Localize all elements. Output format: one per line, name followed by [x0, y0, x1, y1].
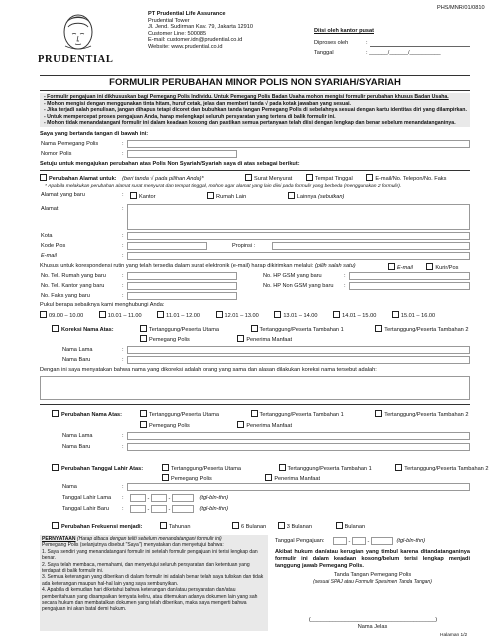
- dob-name-input[interactable]: [127, 483, 470, 491]
- nc-main-insured-label: Tertanggung/Peserta Utama: [149, 327, 219, 333]
- nc-additional-1-checkbox[interactable]: [251, 325, 258, 332]
- title-top-rule: [40, 75, 470, 76]
- fax-label: No. Faks yang baru: [41, 293, 90, 299]
- correspondence-note: Khusus untuk korespondensi rutin yang telah tersedia dalam surat elektronik (e-mail) harap dikirimkan melalui: (pilih salah satu): [40, 263, 356, 269]
- hour-slot-4-checkbox[interactable]: [216, 311, 223, 318]
- name-correction-heading: Koreksi Nama Atas:: [61, 327, 114, 333]
- zip-label: Kode Pos: [41, 243, 66, 249]
- target-mail-checkbox[interactable]: [245, 174, 252, 181]
- hour-slot-3-checkbox[interactable]: [157, 311, 164, 318]
- hour-slot-5-checkbox[interactable]: [274, 311, 281, 318]
- hour-slot-6-checkbox[interactable]: [333, 311, 340, 318]
- type-other-checkbox[interactable]: [288, 192, 295, 199]
- freq-quarterly-label: 3 Bulanan: [286, 524, 312, 530]
- ch-main-insured-label: Tertanggung/Peserta Utama: [149, 412, 219, 418]
- city-label: Kota: [41, 233, 53, 239]
- ch-additional-1-label: Tertanggung/Peserta Tambahan 1: [259, 412, 344, 418]
- company-email: E-mail: customer.idn@prudential.co.id: [148, 37, 243, 44]
- nc-policyholder-checkbox[interactable]: [140, 335, 147, 342]
- freq-semiannual-checkbox[interactable]: [232, 522, 239, 529]
- freq-quarterly-checkbox[interactable]: [278, 522, 285, 529]
- office-received-line: [370, 46, 470, 47]
- province-input[interactable]: [272, 242, 470, 250]
- freq-annual-label: Tahunan: [169, 524, 191, 530]
- ch-additional-2-label: Tertanggung/Peserta Tambahan 2: [384, 412, 469, 418]
- instructions-box: [40, 93, 470, 127]
- address-change-checkbox[interactable]: [40, 174, 47, 181]
- hour-slot-1-checkbox[interactable]: [40, 311, 47, 318]
- nc-old-name-input[interactable]: [127, 346, 470, 354]
- dob-change-heading: Perubahan Tanggal Lahir Atas:: [61, 466, 144, 472]
- policy-number-label: Nomor Polis: [41, 151, 72, 157]
- instruction-4: - Untuk mempercepat proses pengajuan Anda, harap melengkapi seluruh persyaratan yang tertera di balik formulir ini.: [44, 113, 336, 120]
- nc-reason-input[interactable]: [40, 376, 470, 400]
- statement-point-2: 2. Saya telah membaca, memahami, dan menyetujui seluruh persyaratan dan ketentuan yang terdapat di balik formulir ini.: [42, 561, 250, 575]
- hour-slot-5-label: 13.01 – 14.00: [283, 313, 318, 319]
- dob-main-insured-label: Tertanggung/Peserta Utama: [171, 466, 241, 472]
- nc-main-insured-checkbox[interactable]: [140, 325, 147, 332]
- type-office-label: Kantor: [139, 194, 156, 200]
- company-website: Website: www.prudential.co.id: [148, 43, 223, 50]
- statement-box: [40, 535, 268, 631]
- submission-date-input[interactable]: - - (tgl-bln-thn): [333, 537, 425, 545]
- statement-point-4: 4. Apabila di kemudian hari diketahui bahwa keterangan dan/atau persyaratan dan/atau pemberitahuan yang disampaikan ternyata keliru, atau ditemukan adanya dokumen lain yang sah secara hukum dan membatalkan dokumen yang telah diberikan, maka saya mengerti bahwa pengajuan ini akan batal demi hukum.: [42, 587, 258, 613]
- address-label: Alamat: [41, 206, 59, 212]
- signature-hint: (sesuai SPAJ atau Formulir Spesimen Tanda Tangan): [313, 579, 432, 585]
- dob-additional-2-checkbox[interactable]: [395, 464, 402, 471]
- customer-line: Customer Line: 500085: [148, 30, 207, 37]
- email-label: E-mail: [41, 253, 57, 259]
- signature-label: Tanda Tangan Pemegang Polis: [333, 572, 412, 578]
- statement-heading-note: (Harap dibaca dengan teliti sebelum menandatangani formulir ini): [76, 536, 222, 542]
- ch-additional-1-checkbox[interactable]: [251, 410, 258, 417]
- hour-slot-2-checkbox[interactable]: [99, 311, 106, 318]
- address-section-rule: [40, 170, 470, 171]
- dob-additional-1-label: Tertanggung/Peserta Tambahan 1: [287, 466, 372, 472]
- target-contact-label: E-mail/No. Telepon/No. Faks: [375, 176, 447, 182]
- ch-beneficiary-label: Penerima Manfaat: [246, 423, 293, 429]
- title-bottom-rule: [40, 90, 470, 91]
- ch-main-insured-checkbox[interactable]: [140, 410, 147, 417]
- type-other-house-label: Rumah Lain: [216, 194, 247, 200]
- type-other-label: Lainnya: [296, 194, 317, 200]
- instruction-1: - Formulir pengajuan ini dikhususkan bagi Pemegang Polis Individu. Untuk Pemegang Polis Badan Usaha mohon mengisi formulir perubahan khusus Badan Usaha.: [44, 94, 449, 100]
- hour-slot-7-checkbox[interactable]: [392, 311, 399, 318]
- dob-old-input[interactable]: - - (tgl-bln-thn): [130, 494, 228, 502]
- zip-input[interactable]: [127, 242, 207, 250]
- office-received-label: Diproses oleh: [314, 40, 349, 46]
- office-date-label: Tanggal: [314, 50, 334, 56]
- hour-slot-2-label: 10.01 – 11.00: [107, 313, 142, 319]
- agree-line: Setuju untuk mengajukan perubahan atas Polis Non Syariah/Syariah saya di atas sebagai berikut:: [40, 161, 300, 167]
- hour-slot-4-label: 12.01 – 13.00: [224, 313, 259, 319]
- page-number: Halaman 1/2: [440, 633, 468, 638]
- type-other-hint: (sebutkan): [317, 194, 345, 200]
- new-address-type-label: Alamat yang baru: [41, 192, 85, 198]
- ch-policyholder-checkbox[interactable]: [140, 421, 147, 428]
- brand-name: PRUDENTIAL: [38, 54, 114, 65]
- target-residence-checkbox[interactable]: [306, 174, 313, 181]
- hour-slot-3-label: 11.01 – 12.00: [166, 313, 200, 319]
- correspondence-email-checkbox[interactable]: [388, 263, 395, 270]
- form-title: FORMULIR PERUBAHAN MINOR POLIS NON SYARIAH/SYARIAH: [109, 77, 401, 88]
- name-correction-checkbox[interactable]: [52, 325, 59, 332]
- office-date-mask: : ______/______/__________: [366, 50, 441, 56]
- signature-name-label: Nama Jelas: [357, 624, 388, 630]
- instruction-5: - Mohon tidak menandatangani formulir ini dalam keadaan kosong dan pastikan semua pertanyaan telah diisi dengan lengkap dan benar sebelum menandatanganinya.: [44, 120, 456, 126]
- freq-annual-checkbox[interactable]: [160, 522, 167, 529]
- statement-point-3: 3. Semua keterangan yang diberikan di dalam formulir ini adalah benar telah saya tuliskan dan tidak ada keterangan maupun hal-hal lain yang saya sembunyikan.: [42, 574, 264, 587]
- instruction-3: - Jika terjadi salah penulisan, jangan dihapus tetapi dicoret dan bubuhkan tanda tangan Pemegang Polis di sebelahnya sesuai dengan kartu identitas diri yang dilampirkan.: [44, 107, 467, 113]
- dob-policyholder-label: Pemegang Polis: [171, 476, 212, 482]
- province-label: Propinsi :: [232, 243, 256, 249]
- hp-non-gsm-label: No. HP Non GSM yang baru: [263, 283, 334, 289]
- freq-monthly-label: Bulanan: [344, 524, 366, 530]
- dob-new-input[interactable]: - - (tgl-bln-thn): [130, 505, 228, 513]
- hp-gsm-input[interactable]: [349, 272, 470, 280]
- statement-heading: PERNYATAAN: [42, 536, 76, 542]
- name-change-heading: Perubahan Nama Atas:: [61, 412, 123, 418]
- dob-beneficiary-checkbox[interactable]: [265, 474, 272, 481]
- home-phone-input[interactable]: [127, 272, 237, 280]
- target-contact-checkbox[interactable]: [366, 174, 373, 181]
- office-phone-label: No. Tel. Kantor yang baru: [41, 283, 105, 289]
- office-phone-input[interactable]: [127, 282, 237, 290]
- ch-old-name-label: Nama Lama: [62, 433, 93, 439]
- office-heading: Diisi oleh kantor pusat: [314, 28, 374, 34]
- hour-slot-1-label: 09.00 – 10.00: [49, 313, 84, 319]
- dob-old-label: Tanggal Lahir Lama: [62, 495, 112, 501]
- city-input[interactable]: [127, 232, 470, 240]
- dob-additional-1-checkbox[interactable]: [279, 464, 286, 471]
- freq-semiannual-label: 6 Bulanan: [241, 524, 267, 530]
- correspondence-courier-label: Kurir/Pos: [435, 265, 459, 271]
- name-change-rule: [40, 404, 470, 405]
- ch-new-name-input[interactable]: [127, 443, 470, 451]
- nc-new-name-label: Nama Baru: [62, 357, 91, 363]
- frequency-change-checkbox[interactable]: [52, 522, 59, 529]
- nc-new-name-input[interactable]: [127, 356, 470, 364]
- address-note: * Apabila melakukan perubahan alamat surat menyurat dan tempat tinggal, mohon agar alamat yang lain diisi pada formulir yang berbeda (menggunakan 2 formulir).: [45, 184, 402, 189]
- prudential-logo: [38, 12, 114, 68]
- nc-old-name-label: Nama Lama: [62, 347, 93, 353]
- dob-policyholder-checkbox[interactable]: [162, 474, 169, 481]
- email-input[interactable]: [127, 252, 470, 260]
- home-phone-label: No. Tel. Rumah yang baru: [41, 273, 106, 279]
- nc-beneficiary-label: Penerima Manfaat: [246, 337, 293, 343]
- nc-additional-1-label: Tertanggung/Peserta Tambahan 1: [259, 327, 344, 333]
- address-heading: Perubahan Alamat untuk:: [49, 176, 117, 182]
- freq-monthly-checkbox[interactable]: [336, 522, 343, 529]
- nc-statement: Dengan ini saya menyatakan bahwa nama yang dikoreksi adalah orang yang sama dan alasan dilakukan koreksi nama tersebut adalah:: [40, 367, 377, 373]
- hp-non-gsm-input[interactable]: [349, 282, 470, 290]
- ch-beneficiary-checkbox[interactable]: [237, 421, 244, 428]
- intro-line: Saya yang bertanda tangan di bawah ini:: [40, 131, 149, 137]
- signature-name-line: (________________________________________): [308, 617, 438, 623]
- contact-hours-label: Pukul berapa sebaiknya kami menghubungi Anda:: [40, 302, 165, 308]
- address-input[interactable]: [127, 204, 470, 230]
- hour-slot-6-label: 14.01 – 15.00: [342, 313, 377, 319]
- ch-additional-2-checkbox[interactable]: [375, 410, 382, 417]
- company-address: Jl. Jend. Sudirman Kav. 79, Jakarta 12910: [148, 24, 253, 31]
- frequency-heading: Perubahan Frekuensi menjadi:: [61, 524, 143, 530]
- signature-warning: Akibat hukum dan/atau kerugian yang timbul karena ditandatanganinya formulir ini dalam keadaan kosong/belum terisi lengkap menjadi tanggung jawab Pemegang Polis.: [275, 549, 470, 569]
- target-mail-label: Surat Menyurat: [254, 176, 293, 182]
- signature-area[interactable]: [283, 588, 463, 618]
- document-code: PHS/MNR/01/0810: [437, 5, 485, 11]
- company-info: [148, 11, 253, 51]
- nc-additional-2-label: Tertanggung/Peserta Tambahan 2: [384, 327, 469, 333]
- hp-gsm-label: No. HP GSM yang baru: [263, 273, 322, 279]
- statement-point-1: 1. Saya sendiri yang menandatangani formulir ini setelah formulir pengajuan ini terisi lengkap dan benar.: [42, 548, 258, 562]
- ch-new-name-label: Nama Baru: [62, 444, 91, 450]
- instruction-2: - Mohon mengisi dengan menggunakan tinta hitam, huruf cetak, jelas dan memberi tanda √ pada kotak jawaban yang sesuai.: [44, 100, 351, 107]
- statement-intro: Pemegang Polis (selanjutnya disebut "Saya") menyatakan dan menyetujui bahwa:: [42, 542, 224, 549]
- dob-new-label: Tanggal Lahir Baru: [62, 506, 109, 512]
- correspondence-email-label: E-mail: [397, 265, 413, 271]
- policyholder-name-label: Nama Pemegang Polis: [41, 141, 99, 147]
- name-change-checkbox[interactable]: [52, 410, 59, 417]
- dob-beneficiary-label: Penerima Manfaat: [274, 476, 321, 482]
- target-residence-label: Tempat Tinggal: [314, 176, 353, 182]
- nc-additional-2-checkbox[interactable]: [375, 325, 382, 332]
- dob-additional-2-label: Tertanggung/Peserta Tambahan 2: [404, 466, 489, 472]
- nc-beneficiary-checkbox[interactable]: [237, 335, 244, 342]
- dob-change-checkbox[interactable]: [52, 464, 59, 471]
- policy-number-input[interactable]: [127, 150, 237, 158]
- hour-slot-7-label: 15.01 – 16.00: [400, 313, 436, 319]
- company-name: PT Prudential Life Assurance: [148, 11, 226, 17]
- office-received-colon: :: [366, 40, 368, 46]
- submission-date-label: Tanggal Pengajuan:: [275, 538, 325, 544]
- company-building: Prudential Tower: [148, 17, 190, 24]
- type-office-checkbox[interactable]: [130, 192, 137, 199]
- dob-name-label: Nama: [62, 484, 77, 490]
- dob-main-insured-checkbox[interactable]: [162, 464, 169, 471]
- correspondence-courier-checkbox[interactable]: [426, 263, 433, 270]
- type-other-house-checkbox[interactable]: [207, 192, 214, 199]
- ch-old-name-input[interactable]: [127, 432, 470, 440]
- policyholder-name-input[interactable]: [127, 140, 470, 148]
- ch-policyholder-label: Pemegang Polis: [149, 423, 190, 429]
- address-hint: (beri tanda √ pada pilihan Anda)*: [122, 176, 204, 182]
- nc-policyholder-label: Pemegang Polis: [149, 337, 190, 343]
- fax-input[interactable]: [127, 292, 237, 300]
